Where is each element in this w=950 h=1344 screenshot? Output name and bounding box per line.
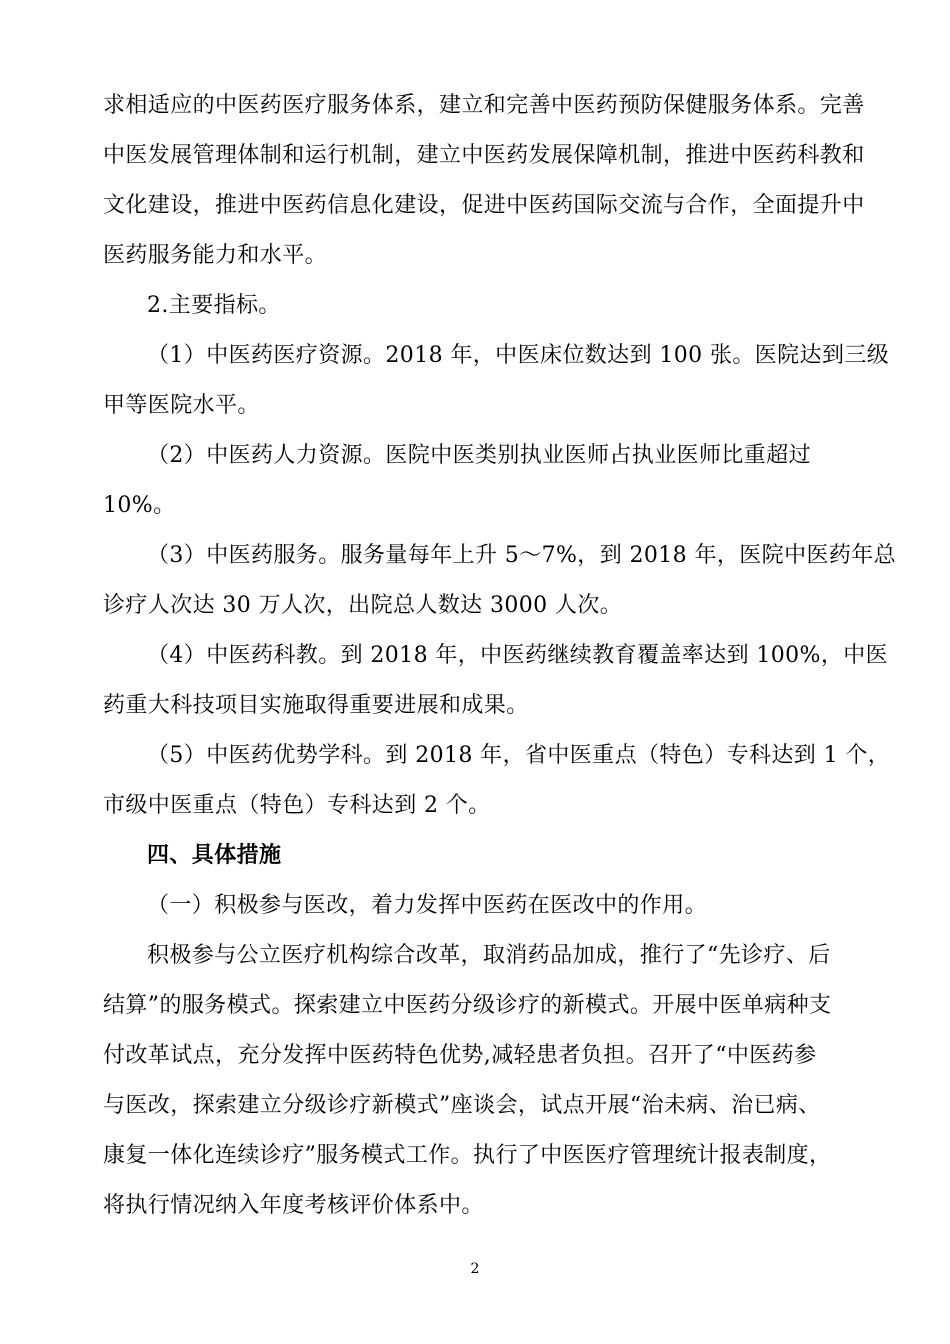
paragraph-line: 甲等医院水平。 bbox=[103, 393, 260, 418]
paragraph-line: 与医改，探索建立分级诊疗新模式”座谈会，试点开展“治未病、治已病、 bbox=[103, 1093, 821, 1118]
paragraph-line: （2）中医药人力资源。医院中医类别执业医师占执业医师比重超过 bbox=[147, 443, 811, 468]
paragraph-line: 求相适应的中医药医疗服务体系，建立和完善中医药预防保健服务体系。完善 bbox=[103, 93, 865, 118]
paragraph-line: 结算”的服务模式。探索建立中医药分级诊疗的新模式。开展中医单病种支 bbox=[103, 993, 832, 1018]
paragraph-line: 诊疗人次达 30 万人次，出院总人数达 3000 人次。 bbox=[103, 593, 623, 618]
paragraph-line: 药重大科技项目实施取得重要进展和成果。 bbox=[103, 693, 529, 718]
paragraph-line: （4）中医药科教。到 2018 年，中医药继续教育覆盖率达到 100%，中医 bbox=[147, 643, 889, 668]
section-heading: 2.主要指标。 bbox=[147, 293, 281, 318]
paragraph-line: 医药服务能力和水平。 bbox=[103, 243, 328, 268]
paragraph-line: 文化建设，推进中医药信息化建设，促进中医药国际交流与合作，全面提升中 bbox=[103, 193, 865, 218]
page-number: 2 bbox=[470, 1261, 480, 1277]
paragraph-line: 10%。 bbox=[103, 493, 176, 518]
section-heading: 四、具体措施 bbox=[147, 843, 282, 868]
paragraph-line: （3）中医药服务。服务量每年上升 5～7%，到 2018 年，医院中医药年总 bbox=[147, 543, 897, 568]
paragraph-line: 付改革试点，充分发挥中医药特色优势,减轻患者负担。召开了“中医药参 bbox=[103, 1043, 817, 1068]
subsection-heading: （一）积极参与医改，着力发挥中医药在医改中的作用。 bbox=[147, 893, 708, 918]
paragraph-line: 积极参与公立医疗机构综合改革，取消药品加成，推行了“先诊疗、后 bbox=[147, 943, 831, 968]
paragraph-line: 市级中医重点（特色）专科达到 2 个。 bbox=[103, 793, 491, 818]
paragraph-line: （1）中医药医疗资源。2018 年，中医床位数达到 100 张。医院达到三级 bbox=[147, 343, 890, 368]
paragraph-line: 康复一体化连续诊疗”服务模式工作。执行了中医医疗管理统计报表制度， bbox=[103, 1143, 832, 1168]
paragraph-line: 中医发展管理体制和运行机制，建立中医药发展保障机制，推进中医药科教和 bbox=[103, 143, 865, 168]
paragraph-line: （5）中医药优势学科。到 2018 年，省中医重点（特色）专科达到 1 个， bbox=[147, 743, 891, 768]
paragraph-line: 将执行情况纳入年度考核评价体系中。 bbox=[103, 1193, 484, 1218]
